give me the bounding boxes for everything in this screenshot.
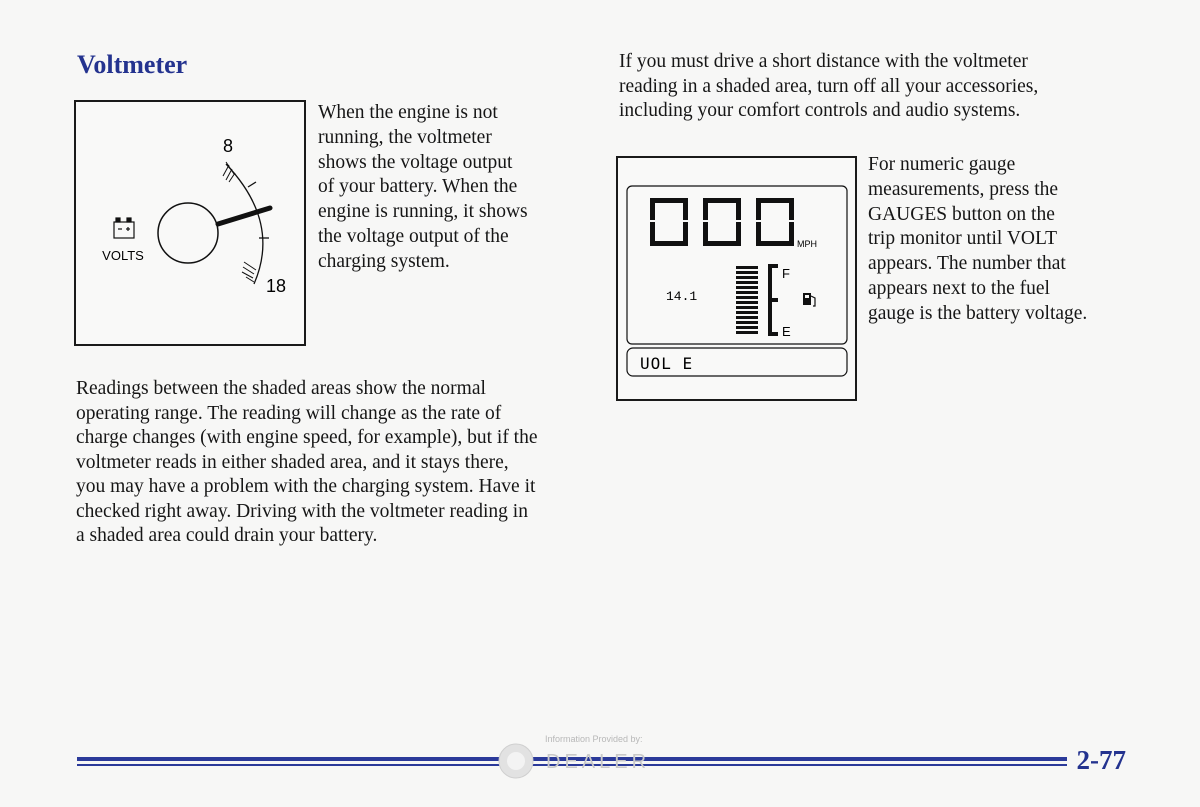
fuel-scale-bracket xyxy=(770,266,778,334)
speed-digits xyxy=(650,198,794,246)
voltmeter-figure xyxy=(74,100,306,346)
fuel-bar-graph xyxy=(736,266,758,334)
text-line: If you must drive a short distance with the voltmeter xyxy=(619,51,1028,72)
voltage-reading: 14.1 xyxy=(666,289,698,304)
text-line: you may have a problem with the charging system. Have it xyxy=(76,476,536,497)
upper-shaded-zone xyxy=(223,162,235,182)
trip-monitor-display xyxy=(618,158,855,399)
gauge-volts-label: VOLTS xyxy=(102,248,144,263)
voltmeter-gauge xyxy=(76,102,304,344)
gauge-tick xyxy=(248,182,256,187)
speed-unit-label: MPH xyxy=(797,239,817,249)
text-line: checked right away. Driving with the voltmeter reading in xyxy=(76,500,528,522)
voltmeter-intro xyxy=(318,101,578,275)
mode-text: UOL E xyxy=(640,354,694,373)
text-line: shows the voltage output xyxy=(318,151,513,173)
text-line: charging system. xyxy=(318,250,450,272)
text-line: For numeric gauge xyxy=(868,154,1016,175)
dealer-logo xyxy=(498,741,698,781)
text-line: running, the voltmeter xyxy=(318,126,492,148)
section-heading: Voltmeter xyxy=(77,50,188,79)
watermark-caption: Information Provided by: xyxy=(545,734,643,744)
gauge-high-label: 18 xyxy=(265,276,287,296)
text-line: including your comfort controls and audio systems. xyxy=(619,100,1021,121)
text-line: charge changes (with engine speed, for example), but if the xyxy=(76,427,538,448)
text-line: Readings between the shaded areas show the normal xyxy=(76,378,486,399)
gauge-scale xyxy=(226,164,263,284)
page-number: 2-77 xyxy=(1076,745,1126,775)
text-line: gauge is the battery voltage. xyxy=(868,302,1088,324)
text-line: engine is running, it shows xyxy=(318,201,528,223)
gauge-needle xyxy=(218,208,270,224)
text-line: GAUGES button on the xyxy=(868,203,1055,225)
gauge-low-label: 8 xyxy=(222,136,234,156)
text-line: appears next to the fuel xyxy=(868,277,1050,299)
numeric-gauge-paragraph xyxy=(868,153,1148,327)
gauge-dial xyxy=(158,203,218,263)
text-line: appears. The number that xyxy=(868,253,1066,275)
text-line: voltmeter reads in either shaded area, and it stays there, xyxy=(76,451,509,473)
trip-monitor-figure xyxy=(616,156,857,401)
fuel-pump-icon xyxy=(803,293,815,306)
text-line: a shaded area could drain your battery. xyxy=(76,525,378,546)
text-line: reading in a shaded area, turn off all your accessories, xyxy=(619,75,1039,97)
text-line: the voltage output of the xyxy=(318,225,509,247)
lower-shaded-zone xyxy=(242,262,256,282)
normal-range-paragraph xyxy=(76,377,596,549)
text-line: When the engine is not xyxy=(318,102,498,123)
text-line: measurements, press the xyxy=(868,178,1059,200)
battery-icon xyxy=(114,218,134,238)
text-line: trip monitor until VOLT xyxy=(868,228,1058,250)
text-line: operating range. The reading will change as the rate of xyxy=(76,402,502,424)
dealer-logo-text: DEALER xyxy=(546,751,651,773)
text-line: of your battery. When the xyxy=(318,176,518,198)
fuel-full-label: F xyxy=(782,266,790,281)
fuel-empty-label: E xyxy=(782,324,791,339)
short-distance-paragraph xyxy=(619,50,1119,124)
